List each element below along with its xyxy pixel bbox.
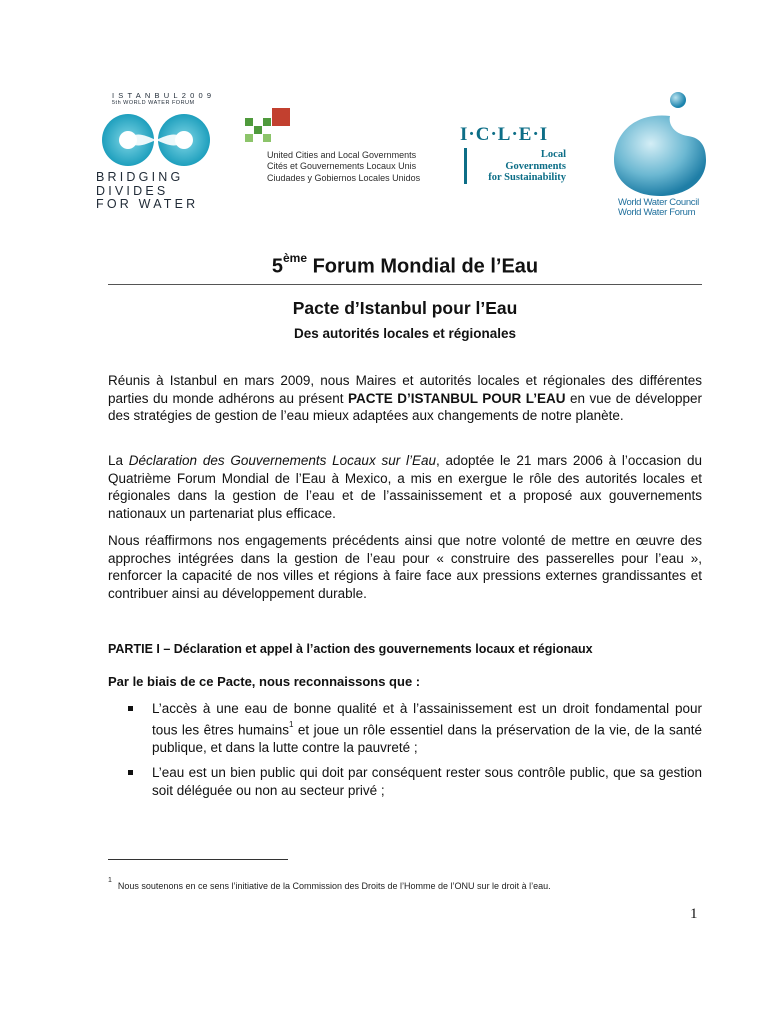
wwc-line-2: World Water Forum [618,207,696,218]
paragraph-1 [108,372,702,425]
bullet-square-icon [128,706,133,711]
p2-italic: Déclaration des Gouvernements Locaux sur l’Eau [128,453,436,468]
p1-text-a: Réunis à Istanbul en mars 2009, nous Maires et autorités locales et régionales des différentes parties du monde adhérons au présent [108,373,702,406]
footnote [108,877,702,891]
istanbul-logo-forum: 5th WORLD WATER FORUM [112,100,195,106]
list-item [108,700,702,756]
water-drop-globe-icon [610,90,710,198]
istanbul-logo-line-3: FOR WATER [96,197,199,211]
iclei-sub-line-2: Governments [505,160,566,172]
istanbul-logo-line-1: BRIDGING [96,170,184,184]
bullet-1-text [152,700,702,756]
list-item [108,764,702,799]
iclei-bar [464,148,467,184]
footnote-divider [108,859,288,860]
uclg-logo [245,108,435,193]
footnote-ref: 1 [289,719,294,729]
infinity-water-icon [96,111,216,169]
iclei-sub-line-1: Local [540,149,566,160]
istanbul-logo-year: ISTANBUL2009 [112,91,216,100]
uclg-line-1: United Cities and Local Governments [267,150,417,160]
forum-title-text: Forum Mondial de l’Eau [307,255,539,278]
footnote-text: Nous soutenons en ce sens l’initiative de la Commission des Droits de l’Homme de l’ONU sur le droit à l’eau. [117,881,551,891]
title-divider [108,284,702,285]
paragraph-2 [108,452,702,522]
istanbul-2009-logo [96,92,216,222]
uclg-line-2: Cités et Gouvernements Locaux Unis [267,161,417,172]
iclei-subtitle [488,149,566,184]
pacte-title: Pacte d’Istanbul pour l’Eau [292,298,518,318]
istanbul-logo-line-2: DIVIDES [96,183,169,198]
page-number: 1 [690,906,698,922]
p1-bold: PACTE D’ISTANBUL POUR L’EAU [348,390,566,406]
p1-text-b: en vue de développer des stratégies de gestion de l’eau mieux adaptées aux changements de notre planète. [108,390,702,423]
bullet-1-text-b: et joue un rôle essentiel dans la préservation de la vie, de la santé publique, et dans la lutte contre la pauvreté ; [152,722,702,755]
pacte-subtitle: Des autorités locales et régionales [293,326,517,341]
footnote-marker: 1 [108,877,112,884]
forum-ordinal-suffix: ème [282,251,308,265]
uclg-squares-icon [245,108,295,146]
bullet-1-text-a: L’accès à une eau de bonne qualité et à l’assainissement est un droit fondamental pour tous les êtres humains [152,701,702,737]
forum-title [108,251,702,279]
p2-text-a: La [108,453,129,468]
iclei-logo [460,124,572,188]
forum-ordinal: 5 [271,255,283,278]
paragraph-3: Nous réaffirmons nos engagements précédents ainsi que notre volonté de mettre en œuvre des approches intégrées dans la gestion de l’eau pour « construire des passerelles pour l’eau », renforcer la capacité de nos villes et régions à faire face aux pressions externes grandissantes et contribuer ainsi au développement durable. [108,533,702,601]
bullet-2-text: L’eau est un bien public qui doit par conséquent rester sous contrôle public, que sa gestion soit déléguée ou non au secteur privé ; [152,765,702,798]
p2-text-b: , adoptée le 21 mars 2006 à l’occasion du Quatrième Forum Mondial de l’Eau à Mexico, a mis en exergue le rôle des autorités locales et régionales dans la gestion de l’eau et de l’assainissement et a proposé aux gouvernements nationaux un partenariat plus efficace. [108,453,702,521]
wwc-text [618,198,699,218]
iclei-name: I·C·L·E·I [460,124,549,145]
wwc-line-1: World Water Council [618,197,699,208]
iclei-sub-line-3: for Sustainability [488,172,566,183]
world-water-council-logo [610,90,710,220]
bullet-square-icon [128,770,133,775]
partie-heading: PARTIE I – Déclaration et appel à l’action des gouvernements locaux et régionaux [108,642,593,656]
uclg-line-3: Ciudades y Gobiernos Locales Unidos [267,172,421,183]
reconnaissons-heading: Par le biais de ce Pacte, nous reconnaissons que : [108,674,421,689]
